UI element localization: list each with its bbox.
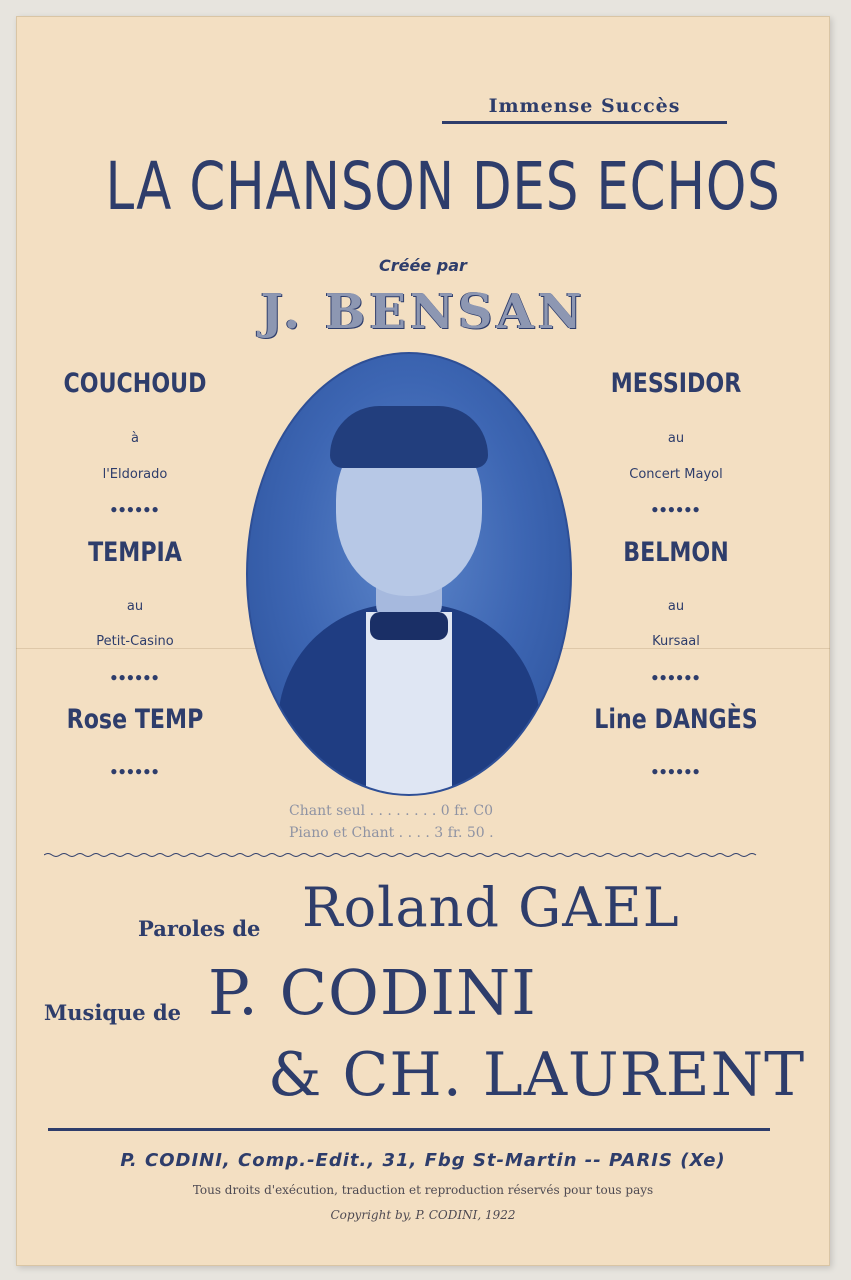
ornament-divider: ●●●●●●	[651, 764, 701, 778]
music-author-codini: P. CODINI	[208, 956, 537, 1029]
performer-couchoud: COUCHOUD	[63, 368, 207, 399]
performer-belmon: BELMON	[623, 537, 729, 568]
performer-venue: Concert Mayol	[629, 467, 723, 482]
banner-text: Immense Succès	[488, 95, 681, 117]
ornament-divider: ●●●●●●	[110, 670, 160, 684]
performer-tempia: TEMPIA	[88, 537, 182, 568]
performer-venue: l'Eldorado	[102, 467, 168, 482]
price-row	[289, 822, 549, 844]
footer-rule	[48, 1128, 770, 1131]
created-by-name: J. BENSAN	[260, 284, 586, 340]
price-value: 0 fr. C0	[440, 803, 494, 819]
performer-prep: au	[126, 599, 144, 614]
rights-notice: Tous droits d'exécution, traduction et reproduction réservés pour tous pays	[192, 1183, 654, 1197]
ornament-divider: ●●●●●●	[110, 502, 160, 516]
performer-prep: au	[667, 599, 685, 614]
performer-messidor: MESSIDOR	[610, 368, 742, 399]
price-value: 3 fr. 50 .	[434, 825, 494, 841]
price-label: Piano et Chant . . . .	[289, 825, 430, 841]
performer-venue: Kursaal	[652, 634, 700, 649]
performer-rose-temp: Rose TEMP	[66, 704, 204, 735]
performer-prep: à	[131, 431, 139, 446]
copyright-notice: Copyright by, P. CODINI, 1922	[330, 1208, 516, 1222]
performer-line-danges: Line DANGÈS	[594, 704, 758, 735]
created-by-label: Créée par	[379, 256, 467, 275]
music-label: Musique de	[44, 1000, 181, 1025]
ornament-divider: ●●●●●●	[651, 670, 701, 684]
ornament-divider: ●●●●●●	[110, 764, 160, 778]
lyrics-author: Roland GAEL	[302, 876, 680, 939]
wavy-divider	[44, 852, 759, 858]
price-label: Chant seul . . . . . . . .	[289, 803, 437, 819]
price-list	[289, 800, 549, 844]
performer-prep: au	[667, 431, 685, 446]
song-title: LA CHANSON DES ECHOS	[105, 148, 781, 225]
publisher-line: P. CODINI, Comp.-Edit., 31, Fbg St-Martin -- PARIS (Xe)	[120, 1150, 726, 1171]
ornament-divider: ●●●●●●	[651, 502, 701, 516]
performer-venue: Petit-Casino	[96, 634, 174, 649]
music-author-laurent: & CH. LAURENT	[268, 1040, 806, 1110]
portrait-bowtie	[370, 612, 448, 640]
portrait-hair	[330, 406, 488, 468]
price-row	[289, 800, 549, 822]
portrait-photo	[246, 352, 572, 796]
lyrics-label: Paroles de	[138, 916, 261, 941]
banner-underline	[442, 121, 727, 124]
